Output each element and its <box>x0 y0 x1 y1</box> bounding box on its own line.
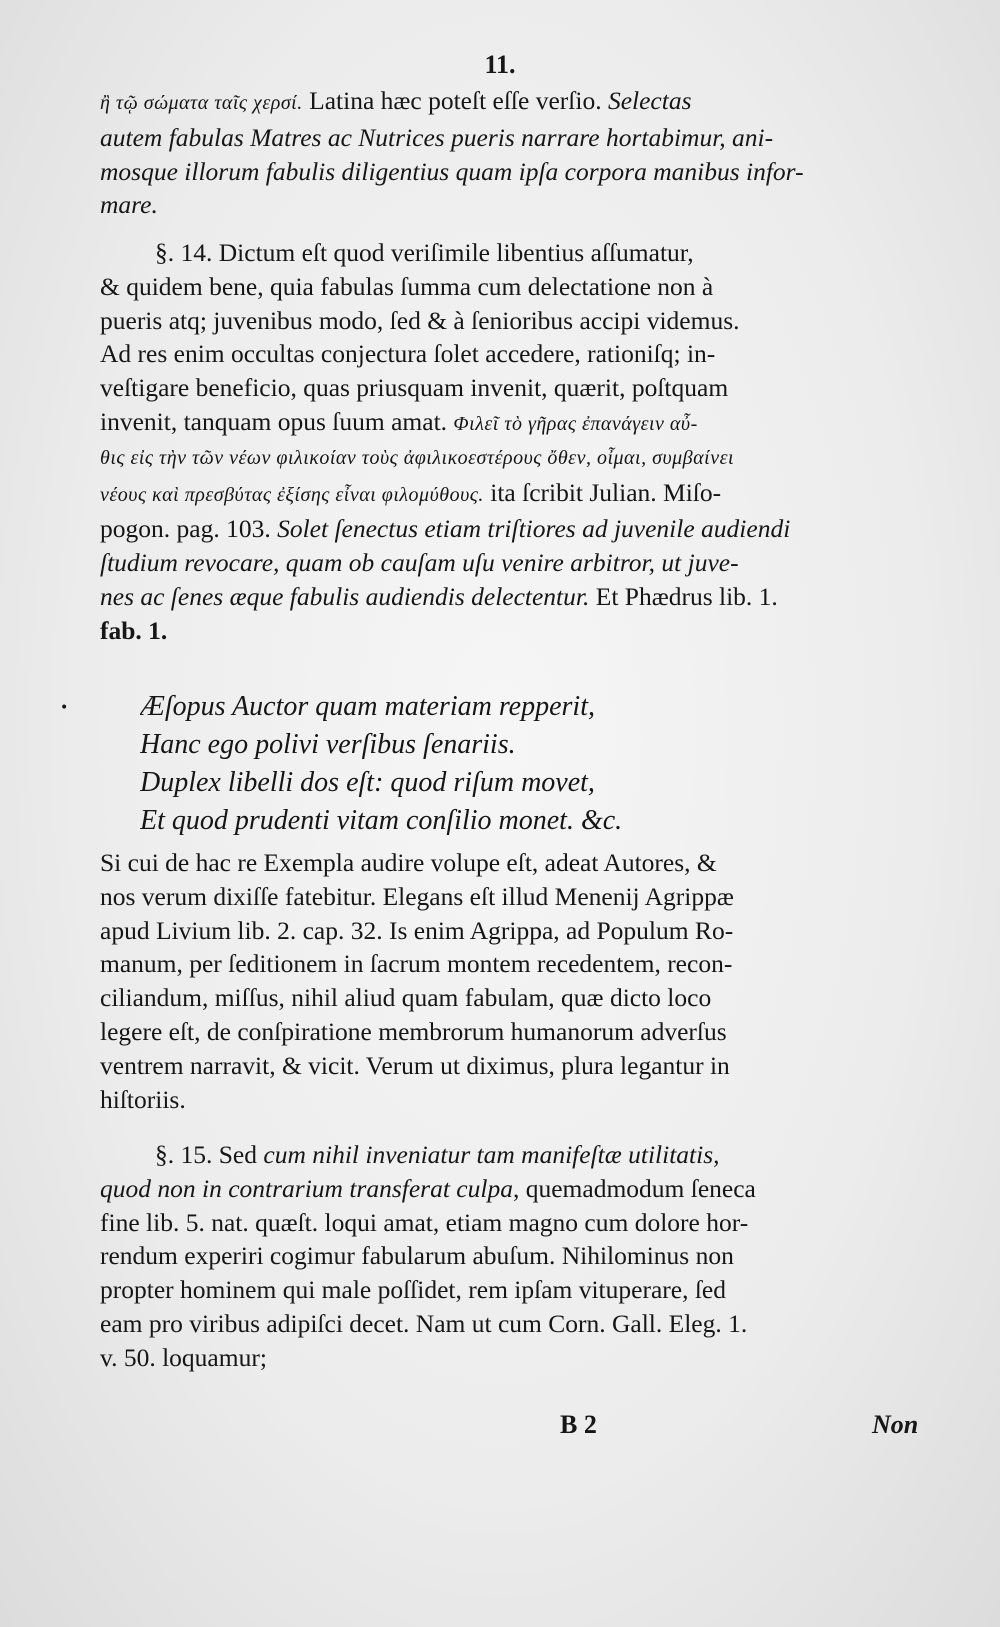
latin-text: ita ſcribit Julian. Miſo- <box>483 477 722 507</box>
greek-text: ἢ τῷ σώματα ταῖς χερσί. <box>100 92 303 114</box>
italic-text: cum nihil inveniatur tam manifeſtæ utilitatis, <box>263 1140 720 1169</box>
text-line: ſtudium revocare, quam ob cauſam uſu venire arbitror, ut juve- <box>100 548 739 578</box>
text-line: ventrem narravit, & vicit. Verum ut diximus, plura legantur in <box>100 1050 730 1080</box>
text-line <box>100 512 930 546</box>
text-line: Ad res enim occultas conjectura ſolet accedere, rationiſq; in- <box>100 339 716 369</box>
text-line <box>100 405 930 442</box>
text-line <box>100 1172 930 1206</box>
text-line: mare. <box>100 190 158 220</box>
verse-line: Et quod prudenti vitam conſilio monet. &c. <box>140 805 623 836</box>
verse-line: Æſopus Auctor quam materiam repperit, <box>140 691 595 722</box>
text-line: §. 14. Dictum eſt quod veriſimile libentius aſſumatur, <box>155 238 694 267</box>
text-line: Si cui de hac re Exempla audire volupe eſt, adeat Autores, & <box>100 848 717 877</box>
text-line <box>100 1138 930 1172</box>
text-line: rendum experiri cogimur fabularum abuſum. Nihilominus non <box>100 1241 734 1271</box>
latin-text: §. 15. Sed <box>155 1140 264 1169</box>
paragraph-1 <box>100 84 930 222</box>
text-line: pueris atq; juvenibus modo, ſed & à ſenioribus accipi videmus. <box>100 305 740 335</box>
text-line: & quidem bene, quia fabulas ſumma cum delectatione non à <box>100 271 714 301</box>
text-line: nos verum dixiſſe fatebitur. Elegans eſt illud Menenij Agrippæ <box>100 881 734 911</box>
paragraph-3 <box>100 846 930 1116</box>
latin-text: invenit, tanquam opus ſuum amat. <box>100 406 454 436</box>
italic-text: Solet ſenectus etiam triſtiores ad juvenile audiendi <box>277 514 791 544</box>
text-line: eam pro viribus adipiſci decet. Nam ut cum Corn. Gall. Eleg. 1. <box>100 1308 748 1338</box>
text-line: veſtigare beneficio, quas priusquam invenit, quærit, poſtquam <box>100 373 729 403</box>
italic-text: Selectas <box>607 86 692 115</box>
text-line: manum, per ſeditionem in ſacrum montem recedentem, recon- <box>100 949 733 979</box>
margin-bullet: • <box>60 700 69 716</box>
text-line: ciliandum, miſſus, nihil aliud quam fabulam, quæ dicto loco <box>100 983 712 1013</box>
text-line <box>100 580 930 614</box>
latin-text: , quemadmodum ſeneca <box>512 1173 756 1203</box>
latin-text: Latina hæc poteſt eſſe verſio. <box>302 86 608 115</box>
latin-text: Et Phædrus lib. 1. <box>589 581 778 611</box>
italic-text: nes ac ſenes æque fabulis audiendis delectentur. <box>100 581 590 611</box>
verse-line: Duplex libelli dos eſt: quod riſum movet, <box>140 767 595 798</box>
text-line <box>100 84 930 121</box>
catchword: Non <box>872 1410 919 1439</box>
text-line: mosque illorum fabulis diligentius quam ipſa corpora manibus infor- <box>100 156 804 186</box>
greek-text: νέους καὶ πρεσβύτας ἐξίσης εἶναι φιλομύθους. <box>100 483 484 506</box>
text-line: fine lib. 5. nat. quæſt. loqui amat, etiam magno cum dolore hor- <box>100 1207 749 1237</box>
paragraph-2 <box>100 236 930 648</box>
greek-text: Φιλεῖ τὸ γῆρας ἐπανάγειν αὖ- <box>453 412 698 435</box>
latin-text: pogon. pag. 103. <box>100 514 278 544</box>
text-line: autem fabulas Matres ac Nutrices pueris narrare hortabimur, ani- <box>100 122 774 152</box>
paragraph-4 <box>100 1138 930 1375</box>
greek-line: θις εἰς τὴν τῶν νέων φιλικοίαν τοὺς ἀφιλικοεστέρους ὄθεν, οἶμαι, συμβαίνει <box>100 446 735 469</box>
text-line: apud Livium lib. 2. cap. 32. Is enim Agrippa, ad Populum Ro- <box>100 915 734 945</box>
text-line <box>100 476 930 513</box>
text-line: propter hominem qui male poſſidet, rem ipſam vituperare, ſed <box>100 1275 726 1305</box>
page-number: 11. <box>484 50 516 79</box>
text-line: hiſtoriis. <box>100 1084 186 1114</box>
text-line: legere eſt, de conſpiratione membrorum humanorum adverſus <box>100 1016 727 1046</box>
text-line: v. 50. loquamur; <box>100 1342 267 1372</box>
signature-mark: B 2 <box>560 1410 597 1439</box>
verse-block <box>140 688 900 840</box>
verse-line: Hanc ego polivi verſibus ſenariis. <box>140 729 516 760</box>
italic-text: quod non in contrarium transferat culpa <box>100 1173 513 1203</box>
text-line: fab. 1. <box>100 615 168 645</box>
